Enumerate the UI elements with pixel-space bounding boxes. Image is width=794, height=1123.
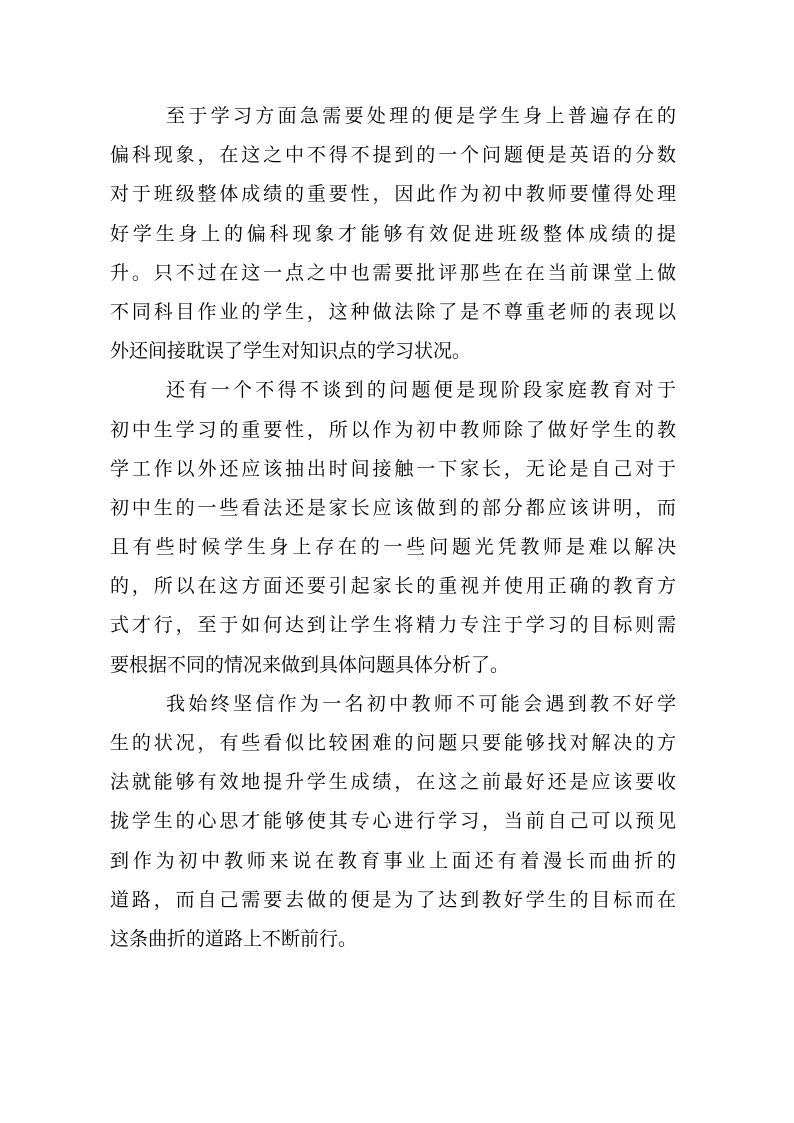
paragraph-2 [110,371,676,685]
paragraph-line: 偏科现象，在这之中不得不提到的一个问题便是英语的分数 [110,144,676,167]
paragraph-line: 好学生身上的偏科现象才能够有效促进班级整体成绩的提 [110,222,676,245]
paragraph-line: 要根据不同的情况来做到具体问题具体分析了。 [110,653,510,676]
paragraph-line: 的，所以在这方面还要引起家长的重视并使用正确的教育方 [110,575,676,598]
paragraph-line: 这条曲折的道路上不断前行。 [110,927,358,950]
paragraph-line: 学工作以外还应该抽出时间接触一下家长，无论是自己对于 [110,457,676,480]
paragraph-line: 生的状况，有些看似比较困难的问题只要能够找对解决的方 [110,732,676,754]
paragraph-line: 且有些时候学生身上存在的一些问题光凭教师是难以解决 [110,536,676,559]
paragraph-line: 不同科目作业的学生，这种做法除了是不尊重老师的表现以 [110,300,676,323]
paragraph-line: 对于班级整体成绩的重要性，因此作为初中教师要懂得处理 [110,183,676,206]
paragraph-line: 道路，而自己需要去做的便是为了达到教好学生的目标而在 [110,888,676,911]
paragraph-line: 初中生的一些看法还是家长应该做到的部分都应该讲明，而 [110,496,676,519]
paragraph-3 [110,685,676,959]
paragraph-line: 法就能够有效地提升学生成绩，在这之前最好还是应该要收 [110,771,676,794]
paragraph-line: 到作为初中教师来说在教育事业上面还有着漫长而曲折的 [110,849,676,872]
paragraph-line: 外还间接耽误了学生对知识点的学习状况。 [110,340,472,363]
paragraph-line: 升。只不过在这一点之中也需要批评那些在在当前课堂上做 [110,261,676,284]
paragraph-line: 式才行，至于如何达到让学生将精力专注于学习的目标则需 [110,614,676,637]
paragraph-line: 我始终坚信作为一名初中教师不可能会遇到教不好学 [166,692,676,715]
document-body [110,97,676,959]
paragraph-1 [110,97,676,371]
paragraph-line: 初中生学习的重要性，所以作为初中教师除了做好学生的教 [110,418,676,441]
paragraph-line: 拢学生的心思才能够使其专心进行学习，当前自己可以预见 [110,810,676,833]
paragraph-line: 至于学习方面急需要处理的便是学生身上普遍存在的 [166,105,676,127]
paragraph-line: 还有一个不得不谈到的问题便是现阶段家庭教育对于 [166,379,676,402]
